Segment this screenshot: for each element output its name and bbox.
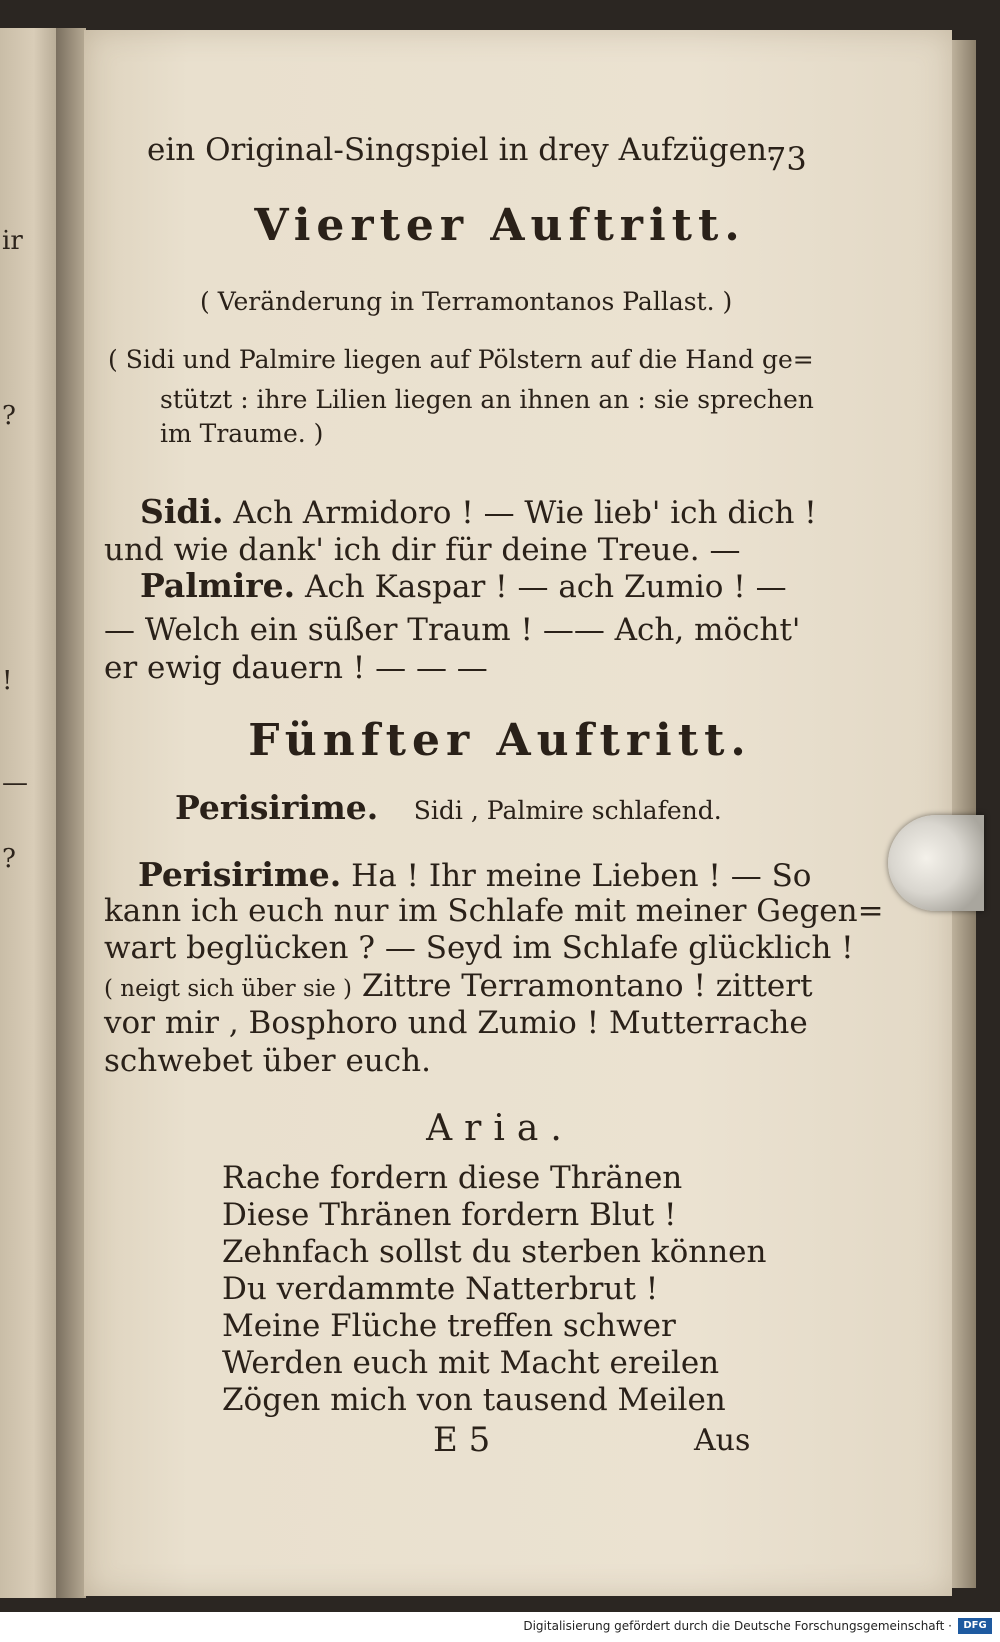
scene-heading-4: Vierter Auftritt. [254, 200, 746, 251]
left-page-fragment: — [2, 768, 28, 798]
aria-line: Du verdammte Natterbrut ! [222, 1271, 659, 1307]
monologue-text: Zittre Terramontano ! zittert [361, 968, 813, 1004]
dialogue-text: Ach Armidoro ! — Wie lieb' ich dich ! [233, 495, 817, 531]
left-page-fragment: ? [2, 401, 16, 431]
digitization-footer [0, 1612, 1000, 1642]
dialogue-line: und wie dank' ich dir für deine Treue. — [104, 532, 741, 568]
inline-stage-direction: ( neigt sich über sie ) [104, 976, 353, 1002]
aria-line: Meine Flüche treffen schwer [222, 1308, 676, 1344]
monologue-line: kann ich euch nur im Schlafe mit meiner Gegen= [104, 893, 884, 929]
left-page-fragment: ! [2, 666, 13, 696]
dfg-logo-icon: DFG [958, 1618, 992, 1634]
aria-line: Diese Thränen fordern Blut ! [222, 1197, 677, 1233]
dialogue-text: Ach Kaspar ! — ach Zumio ! — [305, 569, 787, 605]
aria-line: Zehnfach sollst du sterben können [222, 1234, 767, 1270]
running-head: ein Original-Singspiel in drey Aufzügen. [147, 132, 777, 168]
monologue-line [104, 968, 813, 1004]
book-gutter [56, 28, 86, 1598]
stage-direction-line: ( Sidi und Palmire liegen auf Pölstern auf die Hand ge= [108, 345, 814, 374]
speaker-name: Sidi. [140, 492, 224, 531]
sheet-signature: E 5 [433, 1420, 491, 1460]
stage-direction-line: stützt : ihre Lilien liegen an ihnen an : sie sprechen [160, 385, 814, 414]
left-page-edge [0, 28, 58, 1598]
speaker-name: Perisirime. [138, 855, 342, 894]
monologue-line: wart beglücken ? — Seyd im Schlafe glücklich ! [104, 930, 854, 966]
dialogue-line [140, 492, 817, 531]
aria-line: Rache fordern diese Thränen [222, 1160, 683, 1196]
cast-speaker: Perisirime. [175, 788, 379, 827]
left-page-fragment: ? [2, 844, 16, 874]
speaker-name: Palmire. [140, 566, 296, 605]
dialogue-line [140, 566, 787, 605]
page-number: 73 [766, 140, 807, 178]
cast-others: Sidi , Palmire schlafend. [413, 796, 722, 825]
monologue-line [138, 855, 811, 894]
monologue-line: schwebet über euch. [104, 1043, 431, 1079]
cast-list [175, 788, 722, 827]
monologue-text: Ha ! Ihr meine Lieben ! — So [351, 858, 812, 894]
dialogue-line: er ewig dauern ! — — — [104, 650, 488, 686]
page-edge [952, 40, 976, 1588]
funding-note: Digitalisierung gefördert durch die Deutsche Forschungsgemeinschaft · [523, 1619, 952, 1633]
aria-line: Zögen mich von tausend Meilen [222, 1382, 726, 1418]
monologue-line: vor mir , Bosphoro und Zumio ! Mutterrache [104, 1005, 808, 1041]
page-clip-icon [888, 815, 984, 911]
stage-direction-line: im Traume. ) [160, 419, 324, 448]
left-page-fragment: ir [2, 226, 23, 256]
scene-heading-5: Fünfter Auftritt. [248, 715, 752, 766]
aria-line: Werden euch mit Macht ereilen [222, 1345, 720, 1381]
catchword: Aus [694, 1423, 751, 1458]
dialogue-line: — Welch ein süßer Traum ! —— Ach, möcht' [104, 612, 801, 648]
aria-title: Aria. [426, 1108, 574, 1149]
stage-direction: ( Veränderung in Terramontanos Pallast. ) [200, 287, 733, 316]
